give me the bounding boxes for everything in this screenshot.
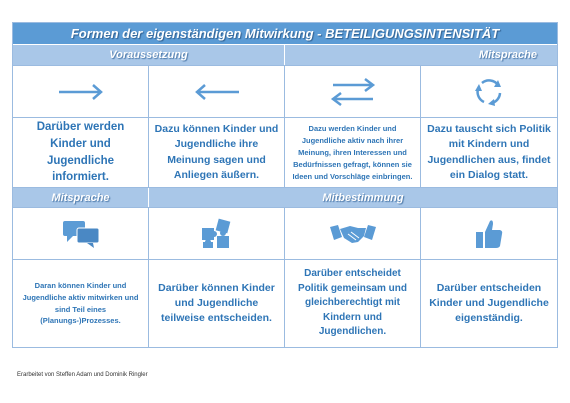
thumbs-up-icon [421,208,557,259]
band-bottom [13,187,557,207]
band-top [13,45,557,65]
arrows-exchange-icon [285,66,421,117]
participation-grid [12,22,558,348]
handshake-icon [285,208,421,259]
band-mitbestimmung: Mitbestimmung [322,191,404,204]
text-dialog: Dazu tauscht sich Politik mit Kindern und Jugendlichen aus, findet ein Dialog statt. [427,123,551,181]
text-teilweise: Darüber können Kinder und Jugendliche teilweise entscheiden. [158,281,275,325]
text-mitwirken: Daran können Kinder und Jugendliche aktiv mitwirken und sind Teil eines (Planungs-)Prozesses. [22,281,139,326]
arrow-right-icon [13,66,149,117]
text-gefragt: Dazu werden Kinder und Jugendliche aktiv nach ihrer Meinung, ihren Interessen und Bedürfnissen gefragt, können sie Ideen und Vorschläge einbringen. [292,123,413,181]
band-mitsprache-bottom: Mitsprache [13,188,149,207]
band-mitsprache-top: Mitsprache [478,49,537,61]
text-row-bottom [13,259,557,347]
footer-credit: Erarbeitet von Steffen Adam und Dominik Ringler [17,372,148,378]
band-voraussetzung: Voraussetzung [13,45,285,65]
text-gleichberechtigt: Darüber entscheidet Politik gemeinsam und gleichberechtigt mit Kindern und Jugendlichen. [298,268,407,338]
speech-bubbles-icon [13,208,149,259]
icon-row-top [13,65,557,117]
grid-title: Formen der eigenständigen Mitwirkung - BETEILIGUNGSINTENSITÄT [13,23,557,45]
cycle-icon [421,66,557,117]
text-informiert: Darüber werden Kinder und Jugendliche informiert. [36,121,125,184]
icon-row-bottom [13,207,557,259]
text-eigenstaendig: Darüber entscheiden Kinder und Jugendliche eigenständig. [429,281,549,325]
puzzle-icon [149,208,285,259]
text-meinung: Dazu können Kinder und Jugendliche ihre Meinung sagen und Anliegen äußern. [154,123,279,181]
arrow-left-icon [149,66,285,117]
text-row-top [13,117,557,187]
